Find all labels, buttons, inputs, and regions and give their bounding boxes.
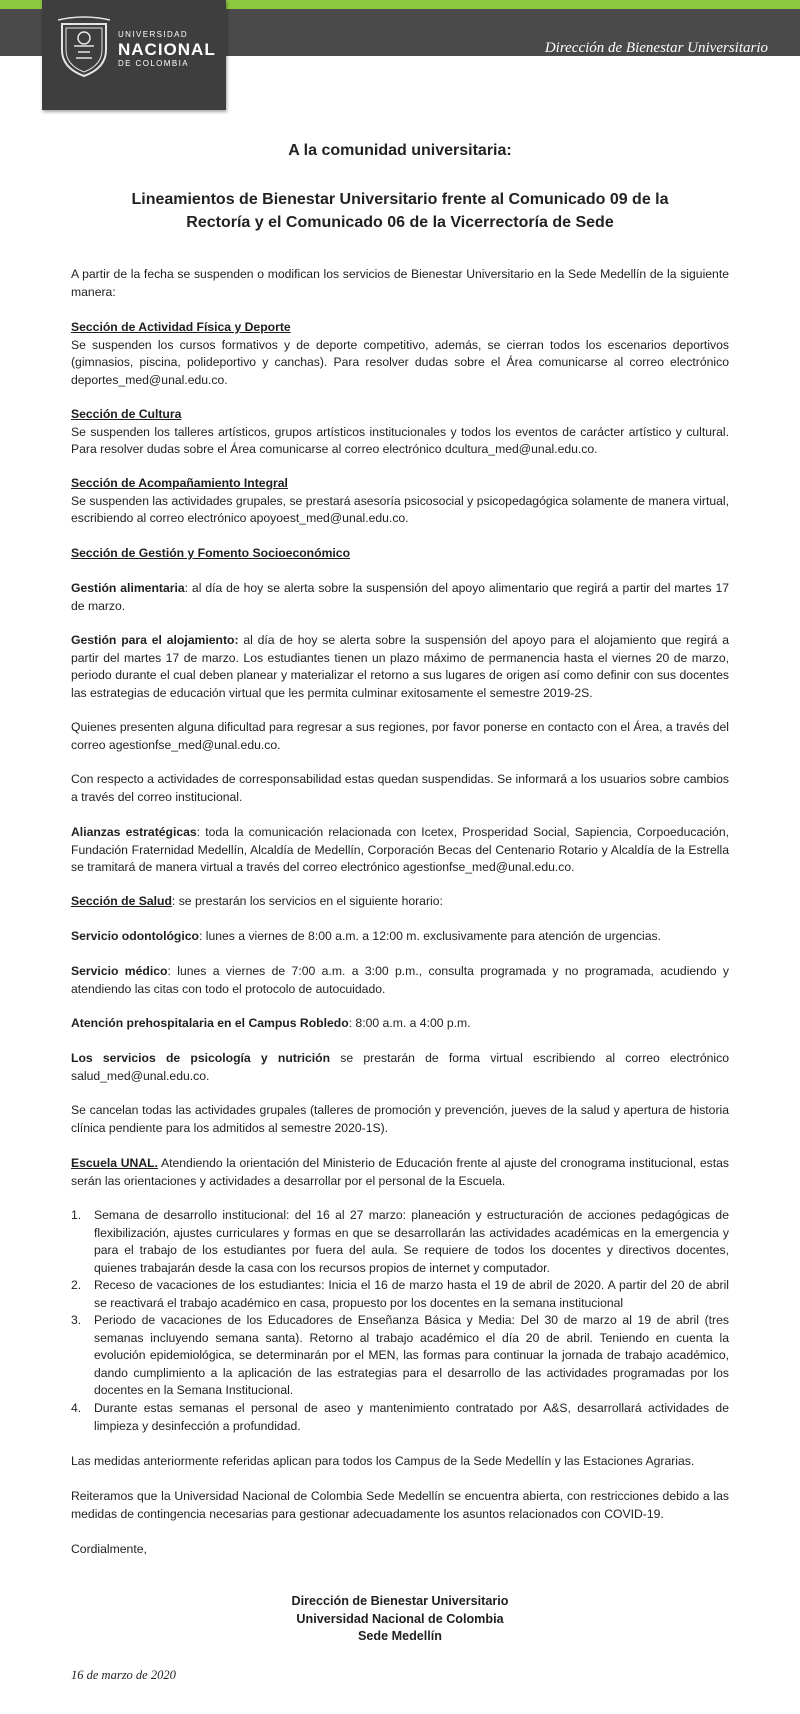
school-intro: Atendiendo la orientación del Ministerio de Educación frente al ajuste del cronograma institucional, estas serán las orientaciones y actividades a desarrollar por el personal de la Escuela. [71, 1156, 729, 1188]
list-item-text: Periodo de vacaciones de los Educadores de Enseñanza Básica y Media: Del 30 de marzo al 19 de abril (tres semanas incluyendo semana santa). Retorno al trabajo académico el día 20 de abril. Teniendo en cuenta la evolución epidemiológica, se determinarán por el MEN, las formas para continuar la jornada de trabajo académico, dando cumplimiento a la aplicación de las estrategias para el desarrollo de las actividades programadas por los docentes en la Semana Institucional. [94, 1313, 729, 1397]
logo-wordmark [118, 30, 216, 69]
support-text: Se suspenden las actividades grupales, se prestará asesoría psicosocial y psicopedagógica solamente de manera virtual, escribiendo al correo electrónico apoyoest_med@unal.edu.co. [71, 493, 729, 525]
culture-text: Se suspenden los talleres artísticos, grupos artísticos institucionales y todos los eventos de carácter artístico y cultural. Para resolver dudas sobre el Área comunicarse al correo electrónico dcultura_med@unal.edu.co. [71, 424, 729, 456]
subject [71, 188, 729, 234]
list-item [71, 1312, 729, 1400]
signature-line-3: Sede Medellín [358, 1629, 442, 1643]
list-item [71, 1207, 729, 1277]
logo-line-1: UNIVERSIDAD [118, 30, 189, 39]
signature-block [71, 1593, 729, 1646]
sports-text: Se suspenden los cursos formativos y de deporte competitivo, además, se cierran todos los escenarios deportivos (gimnasios, piscina, polideportivo y canchas). Para resolver dudas sobre el Área comunicarse al correo electrónico deportes_med@unal.edu.co. [71, 337, 729, 387]
coresp-paragraph: Con respecto a actividades de corresponsabilidad estas quedan suspendidas. Se informará a los usuarios sobre cambios a través del correo institucional. [71, 772, 729, 804]
food-text: : al día de hoy se alerta sobre la suspensión del apoyo alimentario que regirá a partir del martes 17 de marzo. [71, 581, 730, 613]
dental-text: : lunes a viernes de 8:00 a.m. a 12:00 m. exclusivamente para atención de urgencias. [198, 929, 662, 943]
signature-line-1: Dirección de Bienestar Universitario [291, 1594, 509, 1608]
socio-section-title [71, 545, 729, 563]
dental-paragraph [71, 928, 729, 946]
culture-title: Sección de Cultura [71, 407, 182, 421]
health-title-suffix: : se prestarán los servicios en el siguiente horario: [171, 894, 443, 908]
housing-text: al día de hoy se alerta sobre la suspensión del apoyo para el alojamiento que regirá a partir del martes 17 de marzo. Los estudiantes tienen un plazo máximo de permanencia hasta el viernes 20 de marzo, periodo durante el cual deben planear y materializar el retorno a sus lugares de origen así como definir con sus docentes las estrategias de educación virtual que les permita culminar exitosamente el semestre 2019-2S. [71, 633, 729, 700]
support-title: Sección de Acompañamiento Integral [71, 476, 288, 490]
psych-label: Los servicios de psicología y nutrición [71, 1051, 331, 1065]
list-item-text: Semana de desarrollo institucional: del 16 al 27 marzo: planeación y estructuración de acciones pedagógicas de flexibilización, ajustes curriculares y formas en que se desarrollarán las actividades académicas en la emergencia y para el trabajo de los estudiantes por fuera del aula. Se requiere de todos los docentes y directivos docentes, quienes trabajarán desde la casa con los recursos propios de internet y computador. [94, 1208, 729, 1275]
medical-label: Servicio médico [71, 964, 168, 978]
housing-label: Gestión para el alojamiento: [71, 633, 239, 647]
dental-label: Servicio odontológico [71, 929, 199, 943]
medical-text: : lunes a viernes de 7:00 a.m. a 3:00 p.m., consulta programada y no programada, acudiendo y atendiendo las citas con todo el protocolo de autocuidado. [71, 964, 729, 996]
university-seal-icon [56, 16, 112, 80]
reiterate-paragraph: Reiteramos que la Universidad Nacional de Colombia Sede Medellín se encuentra abierta, con restricciones debido a las medidas de contingencia necesarias para gestionar adecuadamente los asuntos relacionados con COVID-19. [71, 1489, 729, 1521]
health-title: Sección de Salud [71, 894, 172, 908]
subject-line-2: Rectoría y el Comunicado 06 de la Vicerrectoría de Sede [186, 214, 614, 231]
alliances-paragraph [71, 824, 729, 877]
alliances-text: : toda la comunicación relacionada con Icetex, Prosperidad Social, Sapiencia, Corpoeducación, Fundación Fraternidad Medellín, Alcaldía de Medellín, Corporación Becas del Centenario Rotario y Alcaldía de la Estrella se tramitará de manera virtual a través del correo electrónico agestionfse_med@unal.edu.co. [71, 825, 729, 874]
food-paragraph [71, 580, 729, 615]
subject-line-1: Lineamientos de Bienestar Universitario frente al Comunicado 09 de la [131, 191, 669, 208]
intro-paragraph: A partir de la fecha se suspenden o modifican los servicios de Bienestar Universitario en la Sede Medellín de la siguiente manera: [71, 267, 729, 299]
school-title: Escuela UNAL. [71, 1156, 158, 1170]
list-item-number: 4. [71, 1401, 82, 1415]
list-item-number: 2. [71, 1278, 82, 1292]
logo-line-2: NACIONAL [118, 40, 216, 59]
medical-paragraph [71, 963, 729, 998]
regions-paragraph: Quienes presenten alguna dificultad para regresar a sus regiones, por favor ponerse en contacto con el Área, a través del correo agestionfse_med@unal.edu.co. [71, 720, 729, 752]
support-section [71, 475, 729, 528]
cancel-paragraph: Se cancelan todas las actividades grupales (talleres de promoción y prevención, jueves de la salud y apertura de historia clínica pendiente para los admitidos al semestre 2020-1S). [71, 1103, 729, 1135]
prehosp-text: : 8:00 a.m. a 4:00 p.m. [348, 1016, 471, 1030]
measures-paragraph: Las medidas anteriormente referidas aplican para todos los Campus de la Sede Medellín y las Estaciones Agrarias. [71, 1454, 695, 1468]
logo-line-3: DE COLOMBIA [118, 59, 189, 68]
list-item-number: 3. [71, 1313, 82, 1327]
housing-paragraph [71, 632, 729, 702]
psych-paragraph [71, 1050, 729, 1085]
list-item-text: Receso de vacaciones de los estudiantes: Inicia el 16 de marzo hasta el 19 de abril de 2020. A partir del 20 de abril se reactivará el trabajo académico en casa, propuesto por los docentes en la semana institucional [94, 1278, 729, 1310]
header-department: Dirección de Bienestar Universitario [544, 40, 768, 56]
culture-section [71, 406, 729, 459]
school-paragraph [71, 1155, 729, 1190]
health-heading [71, 893, 729, 911]
list-item-number: 1. [71, 1208, 82, 1222]
list-item-text: Durante estas semanas el personal de aseo y mantenimiento contratado por A&S, desarrollará actividades de limpieza y desinfección a profundidad. [94, 1401, 729, 1433]
prehosp-label: Atención prehospitalaria en el Campus Robledo [71, 1016, 349, 1030]
sports-section [71, 319, 729, 389]
university-logo [42, 0, 226, 110]
socio-title: Sección de Gestión y Fomento Socioeconómico [71, 546, 351, 560]
letter-date: 16 de marzo de 2020 [71, 1668, 176, 1682]
food-label: Gestión alimentaria [71, 581, 185, 595]
list-item [71, 1277, 729, 1312]
sports-title: Sección de Actividad Física y Deporte [71, 320, 291, 334]
prehosp-paragraph [71, 1015, 729, 1033]
list-item [71, 1400, 729, 1435]
psych-text: se prestarán de forma virtual escribiendo al correo electrónico salud_med@unal.edu.co. [71, 1051, 729, 1083]
alliances-label: Alianzas estratégicas [71, 825, 197, 839]
signature-line-2: Universidad Nacional de Colombia [296, 1611, 504, 1626]
salutation: A la comunidad universitaria: [288, 142, 512, 159]
closing: Cordialmente, [71, 1542, 147, 1556]
